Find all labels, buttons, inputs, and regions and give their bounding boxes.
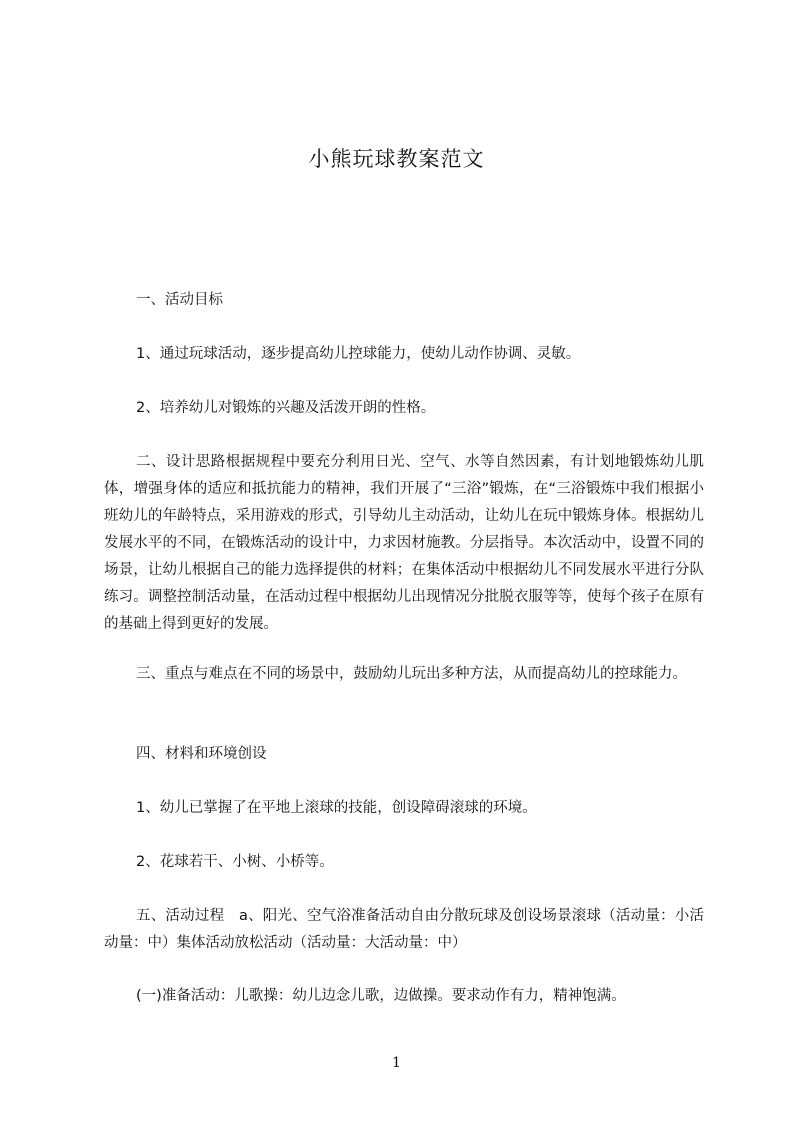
paragraph-activity-process: 五、活动过程 a、阳光、空气浴准备活动自由分散玩球及创设场景滚球（活动量：小活动量：中）集体活动放松活动（活动量：大活动量：中） <box>104 908 704 951</box>
goal-item-2: 2、培养幼儿对锻炼的兴趣及活泼开朗的性格。 <box>136 400 436 416</box>
materials-item-2: 2、花球若干、小树、小桥等。 <box>136 854 334 870</box>
section-heading-materials: 四、材料和环境创设 <box>136 746 267 762</box>
paragraph-design-idea: 二、设计思路根据规程中要充分利用日光、空气、水等自然因素，有计划地锻炼幼儿肌体，增强身体的适应和抵抗能力的精神，我们开展了“三浴”锻炼，在“三浴锻炼中我们根据小班幼儿的年龄特点，采用游戏的形式，引导幼儿主动活动，让幼儿在玩中锻炼身体。根据幼儿发展水平的不同，在锻炼活动的设计中，力求因材施教。分层指导。本次活动中，设置不同的场景，让幼儿根据自己的能力选择提供的材料；在集体活动中根据幼儿不同发展水平进行分队练习。调整控制活动量，在活动过程中根据幼儿出现情况分批脱衣服等等，使每个孩子在原有的基础上得到更好的发展。 <box>104 454 704 632</box>
paragraph-warmup: (一)准备活动：儿歌操：幼儿边念儿歌，边做操。要求动作有力，精神饱满。 <box>136 988 626 1004</box>
section-heading-goals: 一、活动目标 <box>136 292 223 308</box>
goal-item-1: 1、通过玩球活动，逐步提高幼儿控球能力，使幼儿动作协调、灵敏。 <box>136 346 581 362</box>
materials-item-1: 1、幼儿已掌握了在平地上滚球的技能，创设障碍滚球的环境。 <box>136 800 537 816</box>
paragraph-key-points: 三、重点与难点在不同的场景中，鼓励幼儿玩出多种方法，从而提高幼儿的控球能力。 <box>136 666 687 682</box>
page-number: 1 <box>392 1055 401 1071</box>
document-title: 小熊玩球教案范文 <box>308 147 485 171</box>
